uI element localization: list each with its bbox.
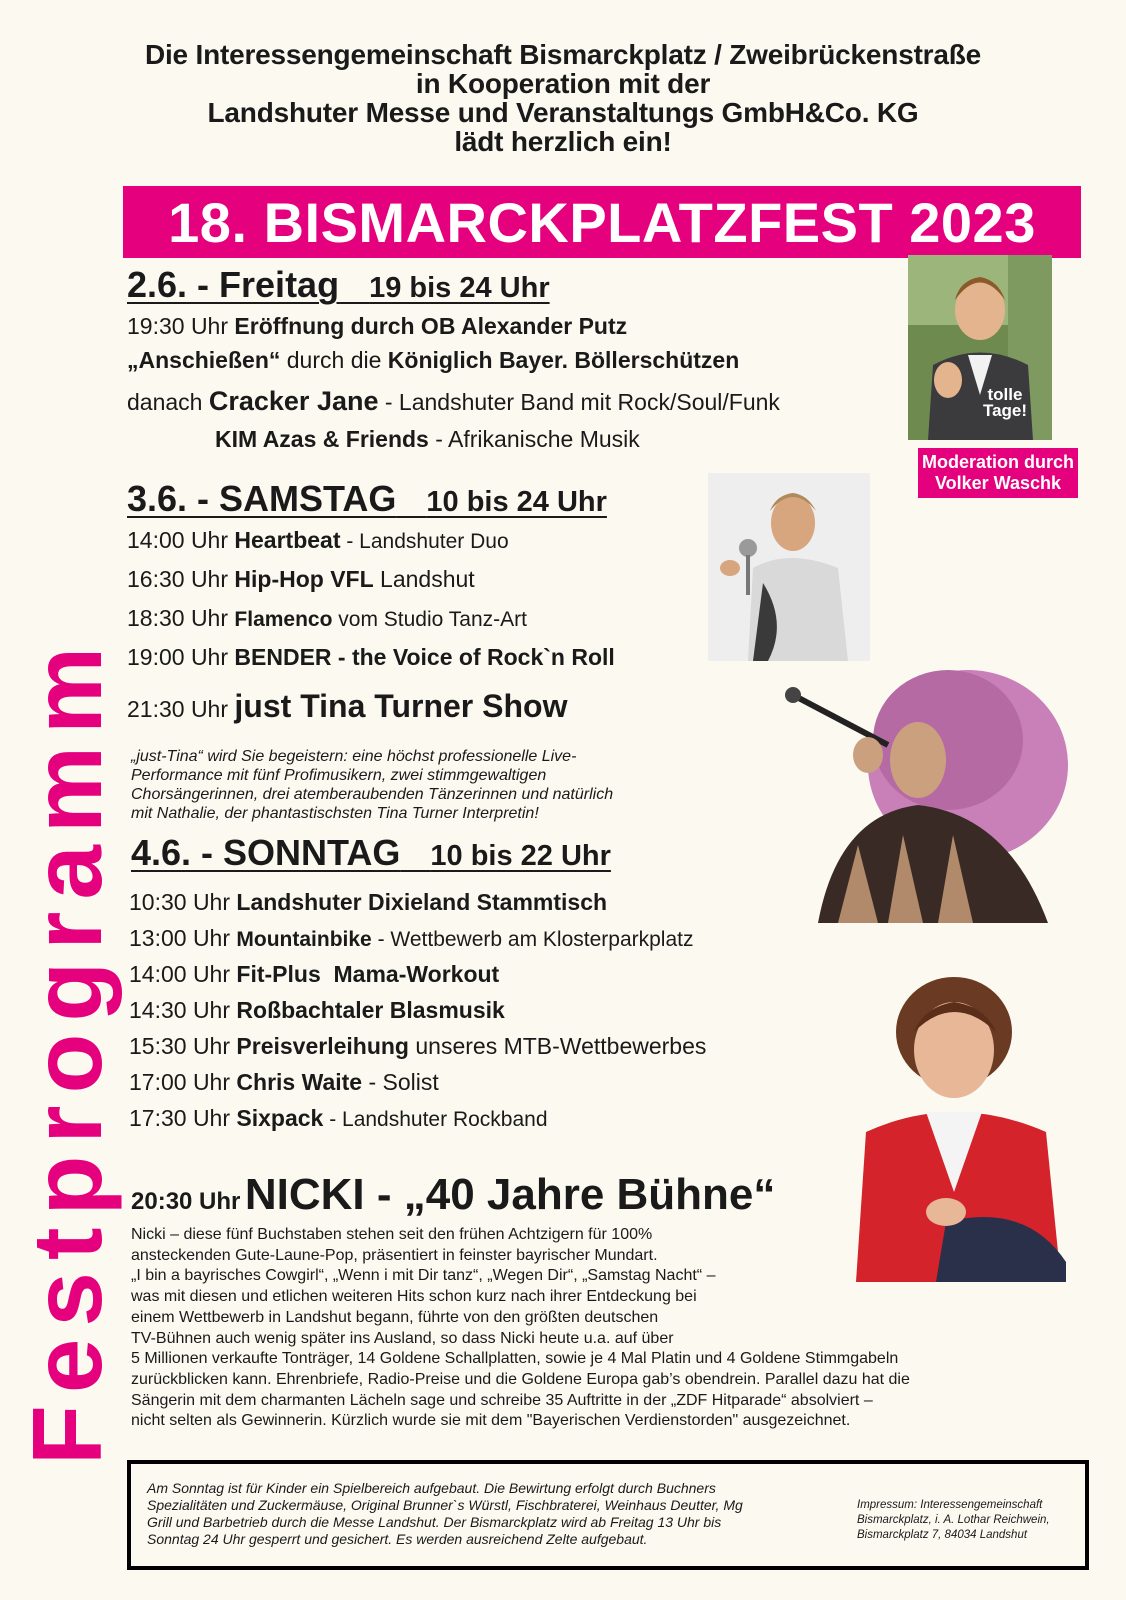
event-time: 13:00 Uhr xyxy=(129,925,231,951)
event-line xyxy=(129,961,499,988)
event-title: Flamenco xyxy=(234,608,333,631)
event-title: Fit-Plus Mama-Workout xyxy=(236,961,500,987)
event-desc: unseres MTB-Wettbewerbes xyxy=(408,1033,707,1059)
day-hours: 10 bis 22 Uhr xyxy=(430,840,611,872)
desc-line: Chorsängerinnen, drei atemberaubenden Tänzerinnen und natürlich xyxy=(131,786,614,803)
desc-line: „just-Tina“ wird Sie begeistern: eine höchst professionelle Live- xyxy=(131,748,577,765)
event-time: 19:00 Uhr xyxy=(127,644,229,670)
event-line xyxy=(129,997,505,1024)
moderation-line: Volker Waschk xyxy=(934,473,1062,493)
event-line xyxy=(127,386,780,417)
event-time: danach xyxy=(127,389,203,415)
event-desc: Landshut xyxy=(373,566,475,592)
day-name: 2.6. - Freitag xyxy=(127,264,340,305)
event-title: Königlich Bayer. Böllerschützen xyxy=(387,347,740,373)
event-time: 15:30 Uhr xyxy=(129,1033,231,1059)
photo-caption: Tage! xyxy=(982,401,1028,420)
event-title: Heartbeat xyxy=(234,527,341,553)
event-line xyxy=(129,1069,439,1096)
day-name: 3.6. - SAMSTAG xyxy=(127,478,397,519)
tina-description xyxy=(131,747,731,823)
event-title: Chris Waite xyxy=(236,1069,363,1095)
intro-line: lädt herzlich ein! xyxy=(454,126,672,157)
desc-line: TV-Bühnen auch wenig später ins Ausland, so dass Nicki heute u.a. auf über xyxy=(131,1329,674,1347)
event-time: 14:30 Uhr xyxy=(129,997,231,1023)
photo-caption: tolle xyxy=(987,385,1023,404)
intro-text xyxy=(0,40,1126,156)
event-title: Landshuter Dixieland Stammtisch xyxy=(236,889,608,915)
event-time: 16:30 Uhr xyxy=(127,566,229,592)
event-line xyxy=(129,1105,548,1132)
event-title: „Anschießen“ xyxy=(127,347,281,373)
event-desc: - Landshuter Band mit Rock/Soul/Funk xyxy=(378,389,780,415)
event-title: Roßbachtaler Blasmusik xyxy=(236,997,505,1023)
day-title xyxy=(127,264,550,305)
desc-line: mit Nathalie, der phantastischsten Tina Turner Interpretin! xyxy=(131,805,539,822)
intro-line: in Kooperation mit der xyxy=(415,68,711,99)
footer-line: Am Sonntag ist für Kinder ein Spielbereich aufgebaut. Die Bewirtung erfolgt durch Buchners xyxy=(147,1480,716,1496)
intro-line: Landshuter Messe und Veranstaltungs GmbH&Co. KG xyxy=(207,97,919,128)
desc-line: „I bin a bayrisches Cowgirl“, „Wenn i mit Dir tanz“, „Wegen Dir“, „Samstag Nacht“ – xyxy=(131,1267,716,1285)
event-time: 17:00 Uhr xyxy=(129,1069,231,1095)
friday-heading xyxy=(127,264,550,306)
impressum-line: Bismarckplatz, i. A. Lothar Reichwein, xyxy=(857,1514,1050,1526)
event-desc: - Afrikanische Musik xyxy=(428,426,640,452)
nicki-headline xyxy=(131,1170,775,1220)
day-hours: 10 bis 24 Uhr xyxy=(426,486,607,518)
event-time: 18:30 Uhr xyxy=(127,605,229,631)
event-line xyxy=(215,426,640,453)
desc-line: Sängerin mit dem charmanten Lächeln sage und schreibe 35 Auftritte in der „ZDF Hitparade“ absolviert – xyxy=(131,1391,873,1409)
footer-info-text xyxy=(147,1480,837,1548)
bender-photo xyxy=(708,473,870,661)
event-title: Sixpack xyxy=(236,1105,324,1131)
event-line xyxy=(129,925,694,952)
event-desc: - Wettbewerb am Klosterparkplatz xyxy=(371,928,694,951)
event-time: 19:30 Uhr xyxy=(127,313,229,339)
side-title-festprogramm: Festprogramm xyxy=(12,634,122,1465)
event-title: Preisverleihung xyxy=(236,1033,409,1059)
event-banner: 18. BISMARCKPLATZFEST 2023 xyxy=(123,186,1081,258)
desc-line: was mit diesen und etlichen weiteren Hits schon kurz nach ihrer Entdeckung bei xyxy=(131,1288,697,1306)
day-title xyxy=(127,478,607,519)
moderation-line: Moderation durch xyxy=(922,452,1074,472)
impressum xyxy=(857,1498,1087,1543)
footer-line: Sonntag 24 Uhr gesperrt und gesichert. Es werden ausreichend Zelte aufgebaut. xyxy=(147,1531,648,1547)
event-desc: - Landshuter Duo xyxy=(340,530,509,553)
desc-line: 5 Millionen verkaufte Tonträger, 14 Goldene Schallplatten, sowie je 4 Mal Platin und 4 Goldene Stimmgabeln xyxy=(131,1350,899,1368)
footer-line: Spezialitäten und Zuckermäuse, Original Brunner`s Würstl, Fischbraterei, Weinhaus Deutter, Mg xyxy=(147,1497,743,1513)
nicki-description xyxy=(131,1225,1061,1432)
event-time: 21:30 Uhr xyxy=(127,696,229,722)
sunday-heading xyxy=(131,832,611,874)
event-line xyxy=(129,1033,706,1060)
tina-turner-photo xyxy=(718,665,1073,923)
desc-line: Performance mit fünf Profimusikern, zwei stimmgewaltigen xyxy=(131,767,547,784)
event-title: Eröffnung durch OB Alexander Putz xyxy=(234,313,628,339)
event-desc: vom Studio Tanz-Art xyxy=(332,608,527,631)
footer-line: Grill und Barbetrieb durch die Messe Landshut. Der Bismarckplatz wird ab Freitag 13 Uhr bis xyxy=(147,1514,722,1530)
event-time: 17:30 Uhr xyxy=(129,1105,231,1131)
impressum-line: Impressum: Interessengemeinschaft xyxy=(857,1499,1043,1511)
event-title: KIM Azas & Friends xyxy=(215,426,429,452)
event-title: Mountainbike xyxy=(236,928,372,951)
impressum-line: Bismarckplatz 7, 84034 Landshut xyxy=(857,1529,1028,1541)
event-title: Cracker Jane xyxy=(208,386,379,416)
day-title xyxy=(131,832,611,873)
event-line xyxy=(127,347,739,374)
event-line xyxy=(127,566,475,593)
event-text: durch die xyxy=(280,347,388,373)
desc-line: nicht selten als Gewinnerin. Kürzlich wurde sie mit dem "Bayerischen Verdienstorden" ausgezeichnet. xyxy=(131,1412,851,1430)
desc-line: ansteckenden Gute-Laune-Pop, präsentiert in feinster bayrischer Mundart. xyxy=(131,1246,658,1264)
desc-line: einem Wettbewerb in Landshut begann, führte von den größten deutschen xyxy=(131,1308,659,1326)
event-title: Hip-Hop VFL xyxy=(234,566,374,592)
day-hours: 19 bis 24 Uhr xyxy=(369,272,550,304)
event-title: just Tina Turner Show xyxy=(234,688,568,724)
event-line xyxy=(127,644,615,671)
event-line xyxy=(127,605,527,632)
event-title: NICKI - „40 Jahre Bühne“ xyxy=(244,1170,776,1219)
event-desc: - Landshuter Rockband xyxy=(323,1108,548,1131)
event-line xyxy=(127,688,567,725)
event-time: 14:00 Uhr xyxy=(127,527,229,553)
saturday-heading xyxy=(127,478,607,520)
event-line xyxy=(127,527,509,554)
event-time: 14:00 Uhr xyxy=(129,961,231,987)
desc-line: Nicki – diese fünf Buchstaben stehen seit den frühen Achtzigern für 100% xyxy=(131,1226,653,1243)
event-line xyxy=(129,889,607,916)
event-time: 20:30 Uhr xyxy=(131,1188,241,1215)
info-footer xyxy=(127,1460,1089,1570)
desc-line: zurückblicken kann. Ehrenbriefe, Radio-Preise und die Goldene Europa gab’s obendrein. Parallel dazu hat die xyxy=(131,1370,910,1388)
event-title: BENDER - the Voice of Rock`n Roll xyxy=(234,644,615,670)
event-time: 10:30 Uhr xyxy=(129,889,231,915)
moderator-photo xyxy=(908,255,1052,440)
day-name: 4.6. - SONNTAG xyxy=(131,832,401,873)
intro-line: Die Interessengemeinschaft Bismarckplatz / Zweibrückenstraße xyxy=(144,39,982,70)
moderation-label xyxy=(918,448,1078,498)
event-desc: - Solist xyxy=(362,1069,439,1095)
event-line xyxy=(127,313,627,340)
